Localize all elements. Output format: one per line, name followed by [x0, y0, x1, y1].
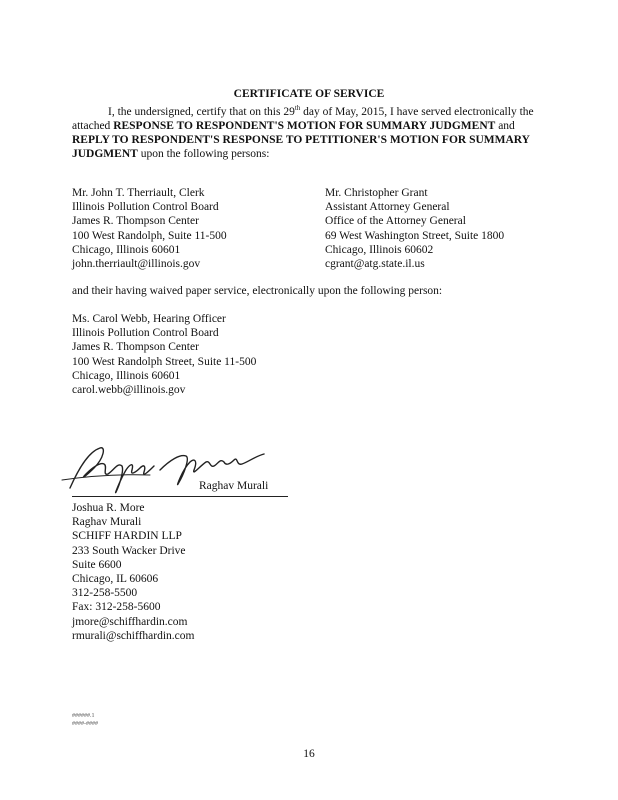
certification-paragraph — [72, 105, 550, 161]
phone-line: 312-258-5500 — [72, 587, 138, 600]
recipient-clerk — [72, 186, 227, 271]
address-line: Chicago, Illinois 60602 — [325, 243, 434, 256]
code-line: ######.1 — [72, 713, 95, 719]
cert-text-3: upon the following persons: — [137, 148, 270, 160]
counsel-line: Raghav Murali — [72, 516, 142, 529]
address-line: 100 West Randolph, Suite 11-500 — [72, 229, 227, 242]
email-line: john.therriault@illinois.gov — [72, 258, 201, 271]
address-line: 100 West Randolph Street, Suite 11-500 — [72, 355, 257, 368]
document-id-code — [72, 712, 98, 728]
email-line: jmore@schiffhardin.com — [72, 615, 188, 628]
address-line: Ms. Carol Webb, Hearing Officer — [72, 313, 226, 325]
document-title-response: RESPONSE TO RESPONDENT'S MOTION FOR SUMMARY JUDGMENT — [113, 120, 496, 132]
recipient-attorney-general — [325, 186, 504, 271]
recipient-hearing-officer — [72, 312, 256, 397]
cert-text-1: I, the undersigned, certify that on this 29 — [108, 106, 295, 118]
signer-name: Raghav Murali — [199, 480, 269, 492]
cert-text-2: day of May, 2015, I have served electronically the attached — [72, 106, 534, 132]
address-line: 69 West Washington Street, Suite 1800 — [325, 229, 505, 242]
signature-line — [72, 496, 288, 497]
page-title: CERTIFICATE OF SERVICE — [233, 88, 385, 100]
firm-name: SCHIFF HARDIN LLP — [72, 530, 182, 543]
address-line: Office of the Attorney General — [325, 215, 466, 228]
waived-service-line: and their having waived paper service, electronically upon the following person: — [72, 285, 443, 297]
address-line: Mr. John T. Therriault, Clerk — [72, 187, 205, 199]
counsel-line: 233 South Wacker Drive — [72, 544, 186, 557]
email-line: rmurali@schiffhardin.com — [72, 629, 195, 642]
email-line: cgrant@atg.state.il.us — [325, 258, 425, 271]
page-number: 16 — [303, 748, 315, 760]
cert-and: and — [495, 120, 515, 132]
counsel-line: Suite 6600 — [72, 558, 122, 571]
counsel-block — [72, 501, 194, 643]
address-line: Mr. Christopher Grant — [325, 187, 428, 199]
address-line: Illinois Pollution Control Board — [72, 327, 219, 340]
address-line: James R. Thompson Center — [72, 215, 199, 228]
counsel-line: Chicago, IL 60606 — [72, 573, 159, 586]
document-title-reply: REPLY TO RESPONDENT'S RESPONSE TO PETITIONER'S MOTION FOR SUMMARY JUDGMENT — [72, 134, 530, 160]
fax-line: Fax: 312-258-5600 — [72, 601, 161, 614]
code-line: ####-#### — [72, 721, 98, 727]
address-line: James R. Thompson Center — [72, 341, 199, 354]
counsel-line: Joshua R. More — [72, 502, 145, 514]
address-line: Chicago, Illinois 60601 — [72, 369, 181, 382]
address-line: Chicago, Illinois 60601 — [72, 243, 181, 256]
address-line: Illinois Pollution Control Board — [72, 201, 219, 214]
email-line: carol.webb@illinois.gov — [72, 384, 186, 397]
address-line: Assistant Attorney General — [325, 201, 450, 214]
cert-superscript: th — [294, 104, 301, 113]
